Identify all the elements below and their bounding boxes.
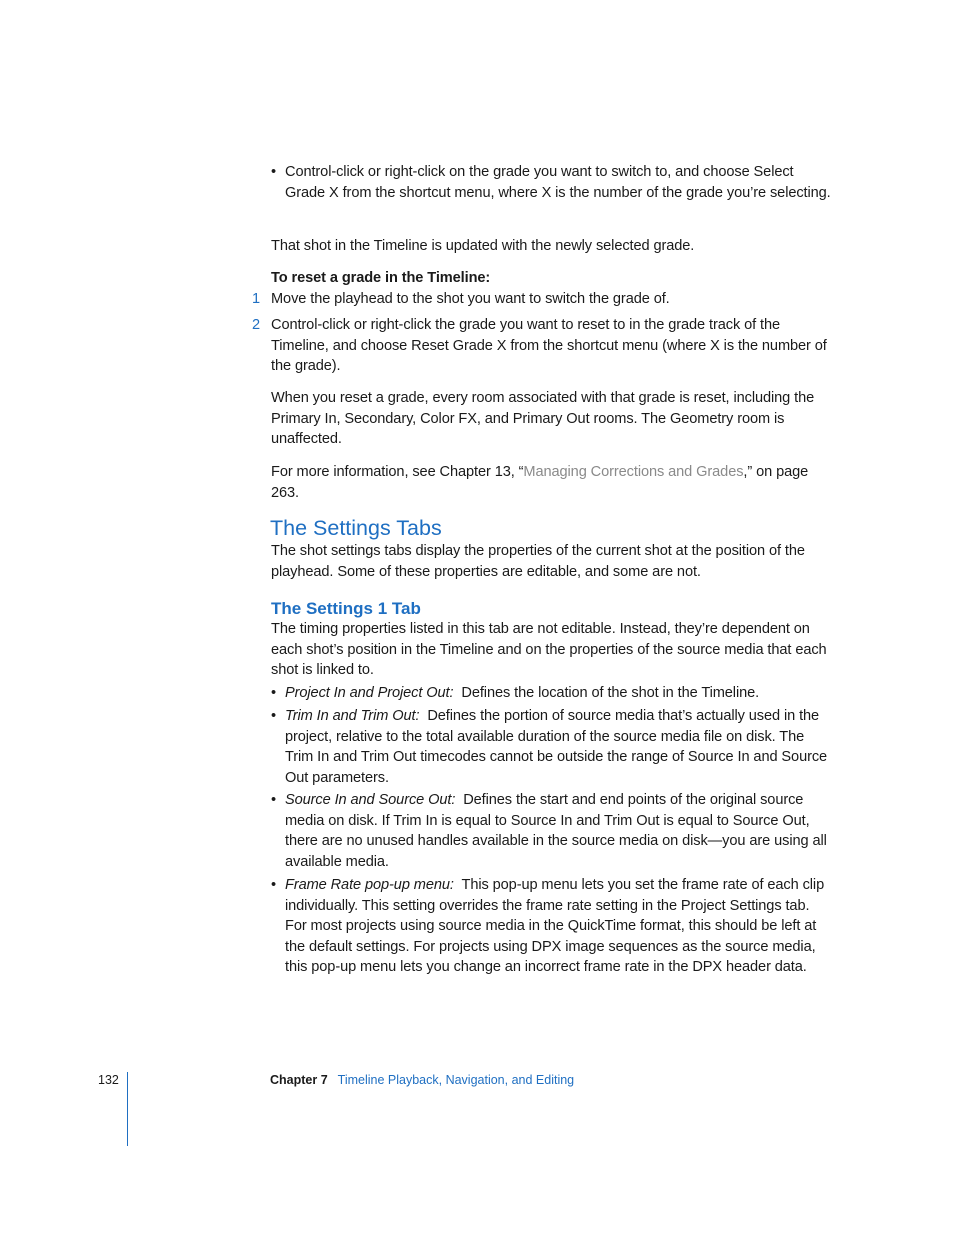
paragraph-updated: That shot in the Timeline is updated with the newly selected grade. (271, 238, 695, 254)
step-number: 1 (251, 291, 261, 307)
cross-reference-link[interactable]: Managing Corrections and Grades (523, 464, 744, 480)
paragraph-reset-info: When you reset a grade, every room associated with that grade is reset, including the Primary In, Secondary, Color FX, and Primary Out rooms. The Geometry room is unaffected. (271, 390, 815, 447)
paragraph-more-info (271, 462, 831, 503)
step-text: Control-click or right-click the grade you want to reset to in the grade track of the Timeline, and choose Reset Grade X from the shortcut menu (where X is the number of the grade). (271, 317, 827, 374)
bullet-project-in-out (271, 683, 831, 704)
bullet-text: Defines the location of the shot in the Timeline. (461, 685, 760, 701)
step-text: Move the playhead to the shot you want to switch the grade of. (271, 291, 670, 307)
bullet-frame-rate (271, 875, 831, 978)
bullet-text: Control-click or right-click on the grade you want to switch to, and choose Select Grade X from the shortcut menu, where X is the number of the grade you’re selecting. (285, 164, 831, 201)
step-1 (248, 289, 831, 310)
bullet-marker: • (271, 877, 277, 893)
bullet-select-grade (271, 162, 831, 203)
footer-divider (127, 1072, 128, 1146)
bullet-term: Frame Rate pop-up menu: (285, 877, 454, 893)
page-number: 132 (98, 1073, 119, 1087)
bullet-marker: • (271, 685, 277, 701)
bullet-term: Project In and Project Out: (285, 685, 454, 701)
bullet-trim-in-out (271, 706, 831, 788)
bullet-term: Trim In and Trim Out: (285, 708, 420, 724)
task-heading-reset: To reset a grade in the Timeline: (271, 270, 491, 286)
bullet-marker: • (271, 164, 277, 180)
more-info-prefix: For more information, see Chapter 13, “ (271, 464, 524, 480)
section-title: The Settings Tabs (270, 516, 442, 540)
subsection-title: The Settings 1 Tab (271, 599, 421, 618)
bullet-text: Defines the portion of source media that’s actually used in the project, relative to the total available duration of the source media file on disk. The Trim In and Trim Out timecodes cannot be outside the range of Source In and Source Out parameters. (285, 708, 828, 786)
bullet-text: This pop-up menu lets you set the frame rate of each clip individually. This setting overrides the frame rate setting in the Project Settings tab. For most projects using source media in the QuickTime format, this should be left at the default settings. For projects using DPX image sequences as the source media, this pop-up menu lets you change an incorrect frame rate in the DPX header data. (285, 877, 825, 975)
section-intro: The shot settings tabs display the properties of the current shot at the position of the playhead. Some of these properties are editable, and some are not. (271, 543, 805, 580)
chapter-title: Timeline Playback, Navigation, and Editing (337, 1073, 575, 1087)
step-number: 2 (251, 317, 261, 333)
more-info-suffix: ,” on page 263. (271, 464, 809, 501)
subsection-intro: The timing properties listed in this tab are not editable. Instead, they’re dependent on each shot’s position in the Timeline and on the properties of the source media that each shot is linked to. (271, 621, 827, 678)
bullet-marker: • (271, 708, 277, 724)
bullet-text: Defines the start and end points of the original source media on disk. If Trim In is equal to Source In and Trim Out is equal to Source Out, there are no unused handles available in the source media on disk—you are using all available media. (285, 792, 827, 870)
step-2 (248, 315, 831, 377)
bullet-source-in-out (271, 790, 831, 872)
bullet-marker: • (271, 792, 277, 808)
chapter-label: Chapter 7 (270, 1073, 328, 1087)
footer-chapter (270, 1072, 574, 1088)
bullet-term: Source In and Source Out: (285, 792, 456, 808)
